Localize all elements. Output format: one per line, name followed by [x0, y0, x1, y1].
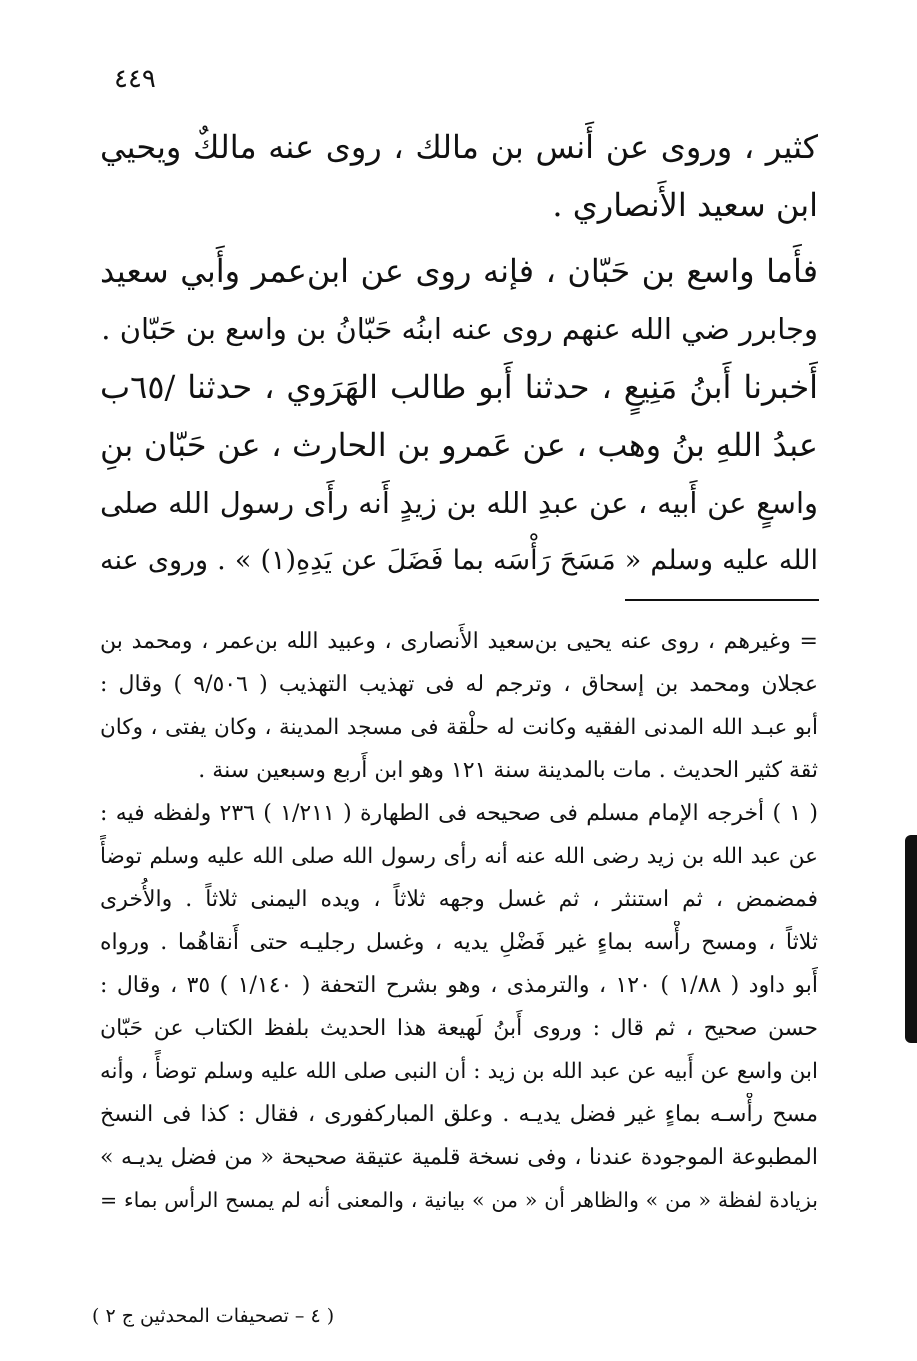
main-line: عبدُ اللهِ بنُ وهب ، عن عَمرو بن الحارث ، عن حَبّان بنِ: [100, 426, 818, 464]
footnote-line: فمضمض ، ثم استنثر ، ثم غسل وجهه ثلاثاً ، ويده اليمنى ثلاثاً . والأُخرى: [100, 887, 818, 912]
signature-mark: ( ٤ – تصحيفات المحدثين ج ٢ ): [92, 1305, 335, 1327]
main-line: وجابرر ضي الله عنهم روى عنه ابنُه حَبّانُ بن واسع بن حَبّان .: [101, 312, 818, 346]
footnote-line: عن عبد الله بن زيد رضى الله عنه أنه رأى رسول الله صلى الله عليه وسلم توضأً: [100, 844, 818, 869]
footnote-line: ابن واسع عن أَبيه عن عبد الله بن زيد : أن النبى صلى الله عليه وسلم توضأً ، وأنه: [100, 1059, 818, 1084]
page-number: ٤٤٩: [114, 64, 156, 94]
footnote-line: أَبو داود ( ١/٨٨ ) ١٢٠ ، والترمذى ، وهو بشرح التحفة ( ١/١٤٠ ) ٣٥ ، وقال :: [100, 973, 818, 998]
main-text: [100, 118, 818, 590]
footnote-line: حسن صحيح ، ثم قال : وروى أَبنُ لَهيعة هذا الحديث بلفظ الكتاب عن حَبّان: [100, 1016, 818, 1041]
footnotes: [100, 620, 818, 1222]
footnote-line: ثقة كثير الحديث . مات بالمدينة سنة ١٢١ وهو ابن أَربع وسبعين سنة .: [198, 758, 818, 783]
footnote-line: = وغيرهم ، روى عنه يحيى بن‌سعيد الأَنصارى ، وعبيد الله بن‌عمر ، ومحمد بن: [100, 629, 818, 654]
footnote-line: ( ١ ) أخرجه الإمام مسلم فى صحيحه فى الطهارة ( ١/٢١١ ) ٢٣٦ ولفظه فيه :: [100, 801, 818, 826]
footnote-line: عجلان ومحمد بن إسحاق ، وترجم له فى تهذيب التهذيب ( ٩/٥٠٦ ) وقال :: [100, 672, 818, 697]
footnote-separator: [625, 599, 819, 601]
main-line: الله عليه وسلم « مَسَحَ رَأْسَه بما فَضَلَ عن يَدِهِ(١) » . وروى عنه: [100, 545, 818, 576]
footnote-line: ثلاثاً ، ومسح رأْسه بماءٍ غير فَضْلِ يديه ، وغسل رجليـه حتى أَنقاهُما . ورواه: [100, 930, 818, 955]
footnote-line: مسح رأْسـه بماءٍ غير فضل يديـه . وعلق المباركفورى ، فقال : كذا فى النسخ: [100, 1102, 818, 1127]
main-line: ابن سعيد الأَنصاري .: [552, 186, 818, 224]
main-line: كثير ، وروى عن أَنس بن مالك ، روى عنه مالكٌ ويحيي: [100, 128, 818, 166]
main-line: أَخبرنا أَبنُ مَنِيعٍ ، حدثنا أَبو طالب الهَرَوي ، حدثنا /٦٥ب: [100, 368, 818, 406]
footnote-line: أبو عبـد الله المدنى الفقيه وكانت له حلْقة فى مسجد المدينة ، وكان يفتى ، وكان: [100, 715, 818, 740]
main-line: فأَما واسع بن حَبّان ، فإنه روى عن ابن‌عمر وأَبي سعيد: [100, 252, 818, 290]
main-line: واسعٍ عن أَبيه ، عن عبدِ الله بن زيدٍ أَنه رأَى رسول الله صلى: [100, 486, 818, 520]
footnote-line: المطبوعة الموجودة عندنا ، وفى نسخة قلمية عتيقة صحيحة « من فضل يديـه »: [100, 1145, 818, 1170]
scan-edge-mark: [905, 835, 917, 1043]
footnote-line: بزيادة لفظة « من » والظاهر أن « من » بيانية ، والمعنى أنه لم يمسح الرأس بماء =: [100, 1188, 818, 1212]
